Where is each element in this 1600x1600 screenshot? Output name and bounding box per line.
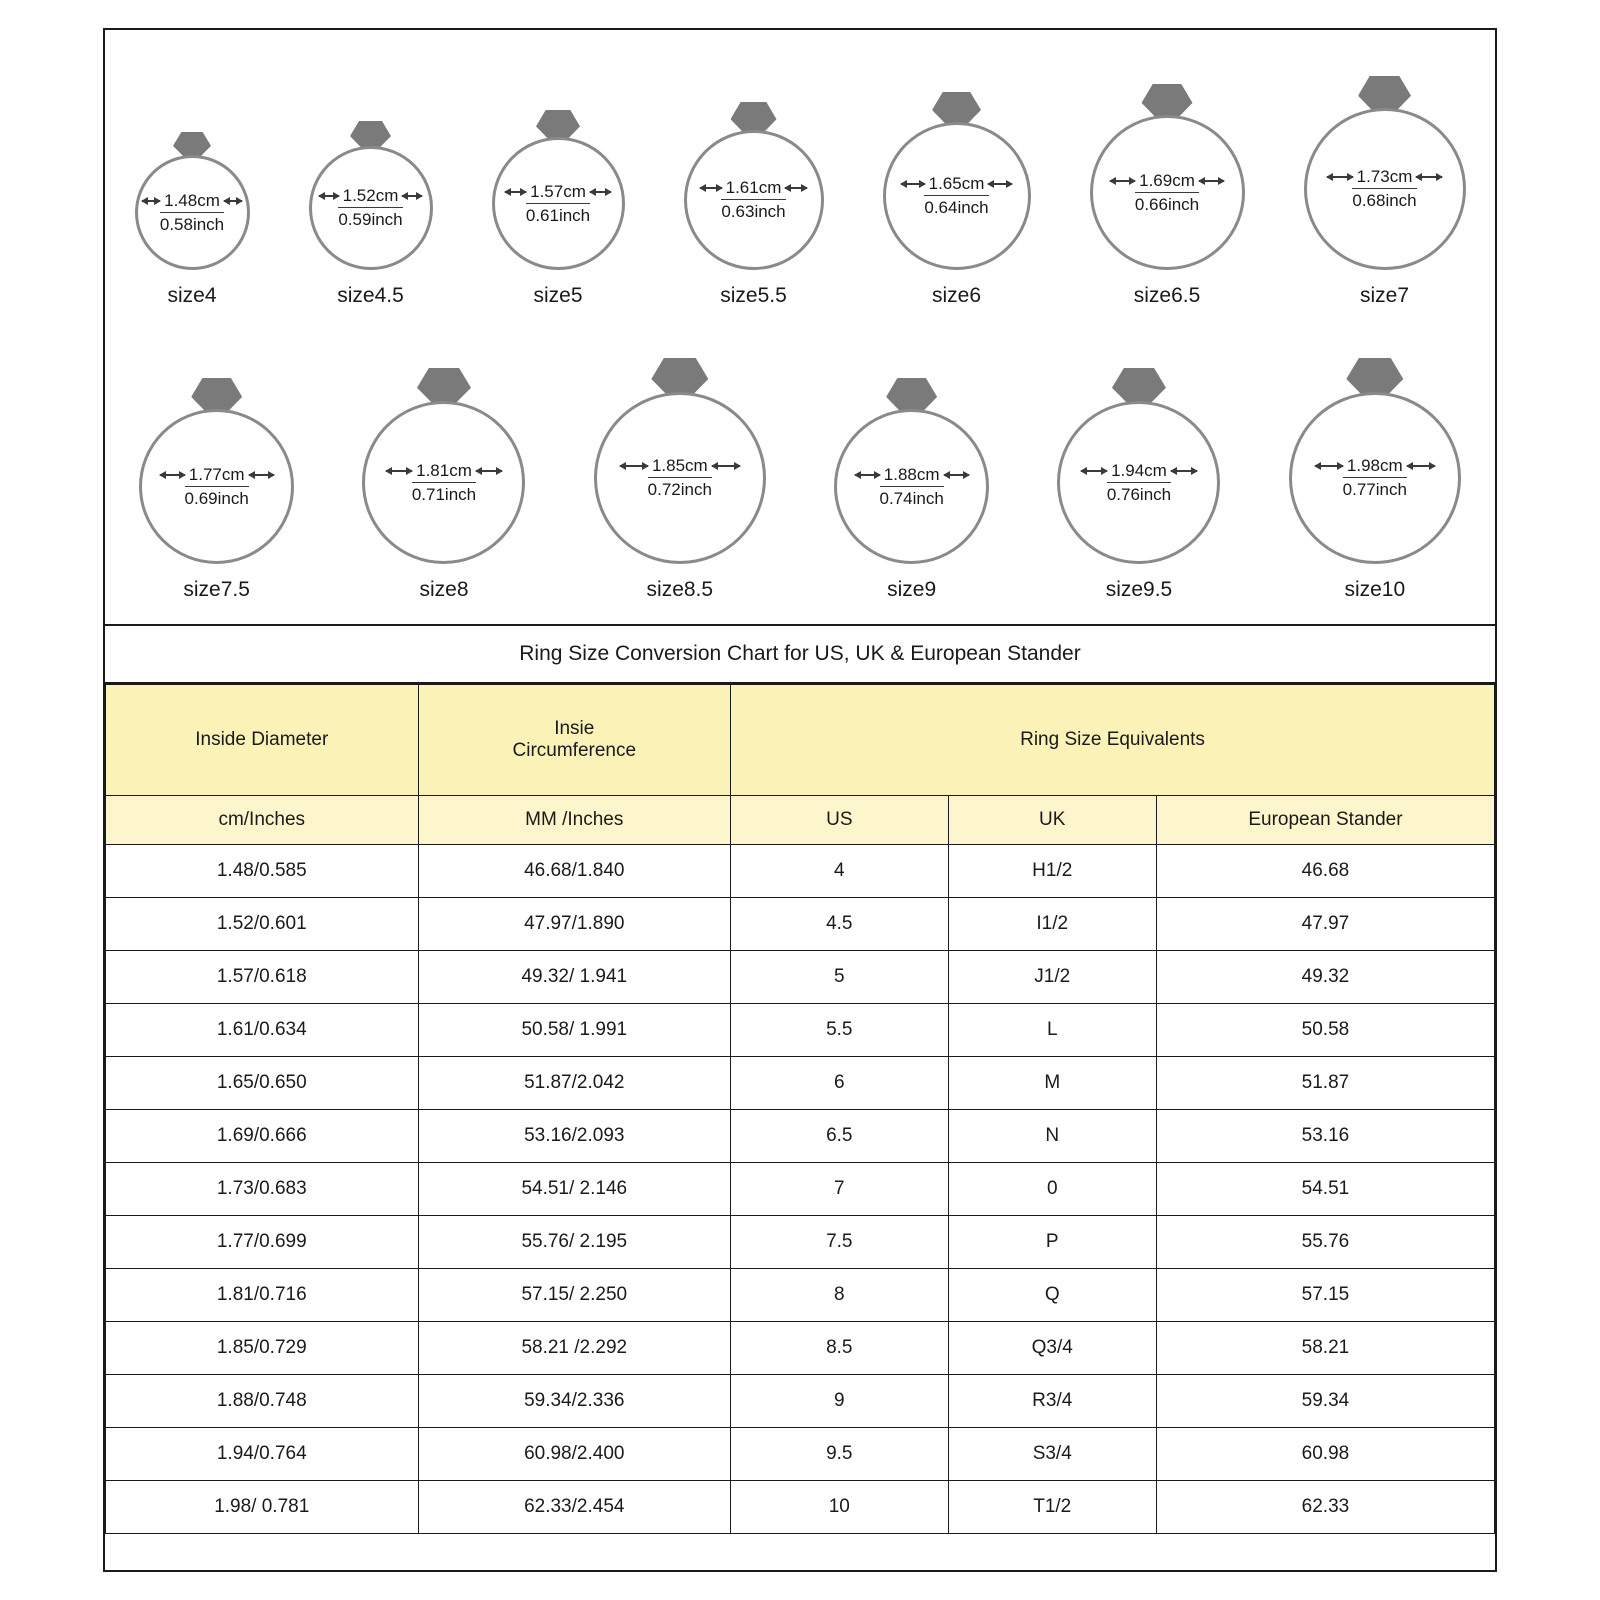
- cell-eu: 50.58: [1156, 1004, 1494, 1057]
- table-row: [106, 1322, 1495, 1375]
- table-row: [106, 1481, 1495, 1534]
- ring-dimension-annotation: [319, 186, 423, 229]
- ring-dimension-annotation: [1327, 167, 1443, 210]
- cell-diameter: 1.81/0.716: [106, 1269, 419, 1322]
- ring-band: [883, 122, 1031, 270]
- cell-us: 9.5: [731, 1428, 949, 1481]
- diameter-cm-value: 1.94cm: [1111, 460, 1167, 480]
- diameter-inch-value: 0.58inch: [160, 212, 224, 235]
- conversion-chart-title: Ring Size Conversion Chart for US, UK & European Stander: [105, 624, 1495, 684]
- ring-band: [492, 137, 625, 270]
- ring-size-item: [1289, 358, 1461, 602]
- table-header-sub-row: [106, 796, 1495, 845]
- cell-us: 7.5: [731, 1216, 949, 1269]
- cell-circumference: 62.33/2.454: [418, 1481, 731, 1534]
- table-row: [106, 1269, 1495, 1322]
- diameter-inch-value: 0.76inch: [1107, 482, 1171, 505]
- cell-eu: 49.32: [1156, 951, 1494, 1004]
- ring-size-item: [135, 132, 250, 308]
- dimension-arrow-icon: [855, 474, 880, 476]
- dimension-arrow-icon: [249, 474, 274, 476]
- subheader-european: European Stander: [1156, 796, 1494, 845]
- ring-dimension-annotation: [1081, 461, 1197, 504]
- ring-band: [834, 409, 989, 564]
- dimension-arrow-icon: [712, 465, 740, 467]
- cell-eu: 62.33: [1156, 1481, 1494, 1534]
- dimension-arrow-icon: [1407, 465, 1435, 467]
- ring-size-label: size9: [887, 578, 937, 601]
- cell-uk: H1/2: [948, 845, 1156, 898]
- cell-us: 4.5: [731, 898, 949, 951]
- ring-size-label: size6.5: [1133, 284, 1201, 307]
- dimension-arrow-icon: [1110, 180, 1135, 182]
- cell-eu: 60.98: [1156, 1428, 1494, 1481]
- dimension-arrow-icon: [476, 470, 502, 472]
- cell-us: 8.5: [731, 1322, 949, 1375]
- dimension-arrow-icon: [1171, 470, 1197, 472]
- diameter-inch-value: 0.68inch: [1352, 188, 1416, 211]
- ring-dimension-annotation: [160, 465, 274, 508]
- ring-dimension-annotation: [505, 182, 611, 225]
- cell-uk: J1/2: [948, 951, 1156, 1004]
- ring-illustration: [1289, 358, 1461, 564]
- cell-us: 4: [731, 845, 949, 898]
- dimension-arrow-icon: [785, 187, 807, 189]
- ring-dimension-annotation: [855, 465, 969, 508]
- dimension-arrow-icon: [319, 195, 339, 197]
- table-row: [106, 1057, 1495, 1110]
- ring-band: [362, 401, 525, 564]
- diameter-cm-value: 1.65cm: [928, 174, 985, 194]
- diameter-inch-value: 0.64inch: [924, 195, 988, 218]
- dimension-arrow-icon: [1315, 465, 1343, 467]
- diameter-cm-row: [386, 461, 502, 481]
- cell-diameter: 1.73/0.683: [106, 1163, 419, 1216]
- ring-size-label: size5: [533, 284, 583, 307]
- cell-us: 5: [731, 951, 949, 1004]
- cell-us: 8: [731, 1269, 949, 1322]
- diameter-cm-row: [142, 191, 242, 211]
- diameter-inch-value: 0.66inch: [1135, 192, 1199, 215]
- ring-size-label: size10: [1344, 578, 1406, 601]
- ring-illustration: [362, 368, 525, 564]
- table-body: [106, 845, 1495, 1534]
- ring-illustration: [594, 358, 766, 564]
- ring-band: [1304, 108, 1466, 270]
- ring-band: [309, 146, 433, 270]
- ring-illustration: [309, 121, 433, 270]
- ring-size-item: [883, 92, 1031, 308]
- ring-size-label: size6: [931, 284, 982, 307]
- cell-circumference: 59.34/2.336: [418, 1375, 731, 1428]
- dimension-arrow-icon: [505, 191, 526, 193]
- dimension-arrow-icon: [1199, 180, 1224, 182]
- cell-eu: 51.87: [1156, 1057, 1494, 1110]
- dimension-arrow-icon: [944, 474, 969, 476]
- ring-illustration: [1057, 368, 1220, 564]
- table-row: [106, 1216, 1495, 1269]
- cell-uk: S3/4: [948, 1428, 1156, 1481]
- ring-size-chart-sheet: [103, 28, 1497, 1572]
- cell-us: 10: [731, 1481, 949, 1534]
- diameter-cm-row: [620, 456, 740, 476]
- ring-size-label: size7: [1359, 284, 1410, 307]
- subheader-us: US: [731, 796, 949, 845]
- ring-size-label: size4: [167, 284, 217, 307]
- diameter-cm-value: 1.61cm: [725, 178, 782, 198]
- subheader-uk: UK: [948, 796, 1156, 845]
- cell-circumference: 60.98/2.400: [418, 1428, 731, 1481]
- cell-eu: 53.16: [1156, 1110, 1494, 1163]
- dimension-arrow-icon: [1416, 176, 1442, 178]
- dimension-arrow-icon: [386, 470, 412, 472]
- cell-us: 5.5: [731, 1004, 949, 1057]
- ring-diagrams-section: [105, 76, 1495, 602]
- cell-us: 7: [731, 1163, 949, 1216]
- ring-row-bottom: [105, 358, 1495, 602]
- ring-size-item: [309, 121, 433, 308]
- diameter-cm-value: 1.85cm: [651, 456, 708, 476]
- ring-illustration: [1304, 76, 1466, 270]
- cell-uk: N: [948, 1110, 1156, 1163]
- cell-eu: 46.68: [1156, 845, 1494, 898]
- ring-size-item: [834, 378, 989, 602]
- cell-uk: T1/2: [948, 1481, 1156, 1534]
- table-row: [106, 1163, 1495, 1216]
- cell-circumference: 51.87/2.042: [418, 1057, 731, 1110]
- diameter-cm-row: [160, 465, 274, 485]
- ring-dimension-annotation: [1110, 171, 1224, 214]
- diameter-inch-value: 0.59inch: [338, 207, 402, 230]
- ring-size-item: [1057, 368, 1220, 602]
- diameter-cm-value: 1.81cm: [416, 460, 472, 480]
- dimension-arrow-icon: [988, 183, 1012, 185]
- cell-us: 9: [731, 1375, 949, 1428]
- ring-size-label: size4.5: [337, 284, 404, 307]
- dimension-arrow-icon: [700, 187, 722, 189]
- table-header-main-row: [106, 685, 1495, 796]
- ring-dimension-annotation: [700, 178, 808, 221]
- cell-diameter: 1.57/0.618: [106, 951, 419, 1004]
- ring-size-item: [684, 102, 824, 308]
- cell-circumference: 58.21 /2.292: [418, 1322, 731, 1375]
- diameter-cm-row: [1315, 456, 1435, 476]
- diameter-inch-value: 0.72inch: [648, 477, 712, 500]
- diameter-inch-value: 0.71inch: [412, 482, 476, 505]
- ring-size-item: [139, 378, 294, 602]
- ring-size-label: size8.5: [646, 578, 714, 601]
- cell-circumference: 49.32/ 1.941: [418, 951, 731, 1004]
- diameter-cm-row: [319, 186, 423, 206]
- table-row: [106, 951, 1495, 1004]
- cell-eu: 47.97: [1156, 898, 1494, 951]
- cell-diameter: 1.85/0.729: [106, 1322, 419, 1375]
- cell-uk: Q3/4: [948, 1322, 1156, 1375]
- cell-diameter: 1.98/ 0.781: [106, 1481, 419, 1534]
- diameter-cm-row: [901, 174, 1013, 194]
- diameter-cm-value: 1.57cm: [530, 181, 586, 201]
- ring-size-item: [492, 110, 625, 308]
- header-circumference-line2: Circumference: [512, 740, 637, 761]
- cell-diameter: 1.94/0.764: [106, 1428, 419, 1481]
- table-row: [106, 1110, 1495, 1163]
- diameter-cm-row: [1081, 461, 1197, 481]
- cell-eu: 58.21: [1156, 1322, 1494, 1375]
- dimension-arrow-icon: [142, 200, 160, 202]
- ring-size-item: [1090, 84, 1245, 308]
- ring-size-label: size7.5: [183, 578, 250, 601]
- dimension-arrow-icon: [160, 474, 185, 476]
- subheader-circumference-units: MM /Inches: [418, 796, 731, 845]
- ring-band: [1057, 401, 1220, 564]
- cell-circumference: 46.68/1.840: [418, 845, 731, 898]
- diameter-inch-value: 0.74inch: [880, 486, 944, 509]
- cell-circumference: 47.97/1.890: [418, 898, 731, 951]
- ring-size-label: size5.5: [720, 284, 787, 307]
- ring-dimension-annotation: [1315, 456, 1435, 499]
- dimension-arrow-icon: [1327, 176, 1353, 178]
- ring-band: [1090, 115, 1245, 270]
- ring-size-label: size9.5: [1105, 578, 1173, 601]
- diameter-cm-value: 1.48cm: [164, 190, 220, 210]
- dimension-arrow-icon: [620, 465, 648, 467]
- diameter-cm-row: [1110, 171, 1224, 191]
- ring-illustration: [135, 132, 250, 270]
- diameter-inch-value: 0.63inch: [721, 199, 785, 222]
- cell-us: 6.5: [731, 1110, 949, 1163]
- cell-circumference: 53.16/2.093: [418, 1110, 731, 1163]
- cell-eu: 55.76: [1156, 1216, 1494, 1269]
- dimension-arrow-icon: [1081, 470, 1107, 472]
- ring-illustration: [139, 378, 294, 564]
- ring-illustration: [883, 92, 1031, 270]
- cell-eu: 54.51: [1156, 1163, 1494, 1216]
- cell-circumference: 54.51/ 2.146: [418, 1163, 731, 1216]
- dimension-arrow-icon: [402, 195, 422, 197]
- diameter-inch-value: 0.61inch: [526, 203, 590, 226]
- diameter-cm-row: [505, 182, 611, 202]
- cell-us: 6: [731, 1057, 949, 1110]
- ring-illustration: [492, 110, 625, 270]
- diameter-inch-value: 0.69inch: [185, 486, 249, 509]
- diameter-cm-row: [855, 465, 969, 485]
- ring-dimension-annotation: [620, 456, 740, 499]
- cell-uk: 0: [948, 1163, 1156, 1216]
- cell-diameter: 1.77/0.699: [106, 1216, 419, 1269]
- diameter-cm-value: 1.73cm: [1356, 167, 1413, 187]
- ring-size-conversion-table: [105, 684, 1495, 1534]
- cell-diameter: 1.88/0.748: [106, 1375, 419, 1428]
- cell-uk: I1/2: [948, 898, 1156, 951]
- ring-illustration: [684, 102, 824, 270]
- ring-size-item: [362, 368, 525, 602]
- cell-uk: M: [948, 1057, 1156, 1110]
- ring-illustration: [834, 378, 989, 564]
- ring-size-item: [594, 358, 766, 602]
- diameter-cm-value: 1.77cm: [188, 464, 245, 484]
- ring-row-top: [105, 76, 1495, 308]
- cell-uk: P: [948, 1216, 1156, 1269]
- dimension-arrow-icon: [590, 191, 611, 193]
- ring-dimension-annotation: [901, 174, 1013, 217]
- cell-uk: L: [948, 1004, 1156, 1057]
- cell-diameter: 1.52/0.601: [106, 898, 419, 951]
- ring-illustration: [1090, 84, 1245, 270]
- cell-uk: R3/4: [948, 1375, 1156, 1428]
- diameter-cm-value: 1.98cm: [1346, 456, 1403, 476]
- ring-band: [1289, 392, 1461, 564]
- dimension-arrow-icon: [901, 183, 925, 185]
- diameter-cm-value: 1.69cm: [1139, 170, 1195, 190]
- cell-eu: 59.34: [1156, 1375, 1494, 1428]
- diameter-cm-value: 1.88cm: [883, 464, 940, 484]
- cell-circumference: 55.76/ 2.195: [418, 1216, 731, 1269]
- cell-circumference: 57.15/ 2.250: [418, 1269, 731, 1322]
- ring-size-item: [1304, 76, 1466, 308]
- ring-band: [139, 409, 294, 564]
- ring-dimension-annotation: [142, 191, 242, 234]
- cell-eu: 57.15: [1156, 1269, 1494, 1322]
- cell-diameter: 1.69/0.666: [106, 1110, 419, 1163]
- cell-diameter: 1.65/0.650: [106, 1057, 419, 1110]
- cell-diameter: 1.48/0.585: [106, 845, 419, 898]
- table-row: [106, 845, 1495, 898]
- header-circumference-line1: Insie: [554, 718, 595, 739]
- table-row: [106, 1428, 1495, 1481]
- diameter-cm-row: [1327, 167, 1443, 187]
- subheader-diameter-units: cm/Inches: [106, 796, 419, 845]
- header-inside-diameter: Inside Diameter: [106, 685, 419, 796]
- cell-diameter: 1.61/0.634: [106, 1004, 419, 1057]
- cell-circumference: 50.58/ 1.991: [418, 1004, 731, 1057]
- diameter-cm-row: [700, 178, 808, 198]
- header-inside-circumference: [418, 685, 731, 796]
- ring-band: [684, 130, 824, 270]
- ring-size-label: size8: [419, 578, 469, 601]
- table-row: [106, 1004, 1495, 1057]
- diameter-cm-value: 1.52cm: [342, 186, 399, 206]
- table-row: [106, 898, 1495, 951]
- ring-band: [594, 392, 766, 564]
- ring-dimension-annotation: [386, 461, 502, 504]
- header-ring-size-equivalents: Ring Size Equivalents: [731, 685, 1495, 796]
- table-row: [106, 1375, 1495, 1428]
- ring-band: [135, 155, 250, 270]
- diameter-inch-value: 0.77inch: [1343, 477, 1407, 500]
- cell-uk: Q: [948, 1269, 1156, 1322]
- dimension-arrow-icon: [224, 200, 242, 202]
